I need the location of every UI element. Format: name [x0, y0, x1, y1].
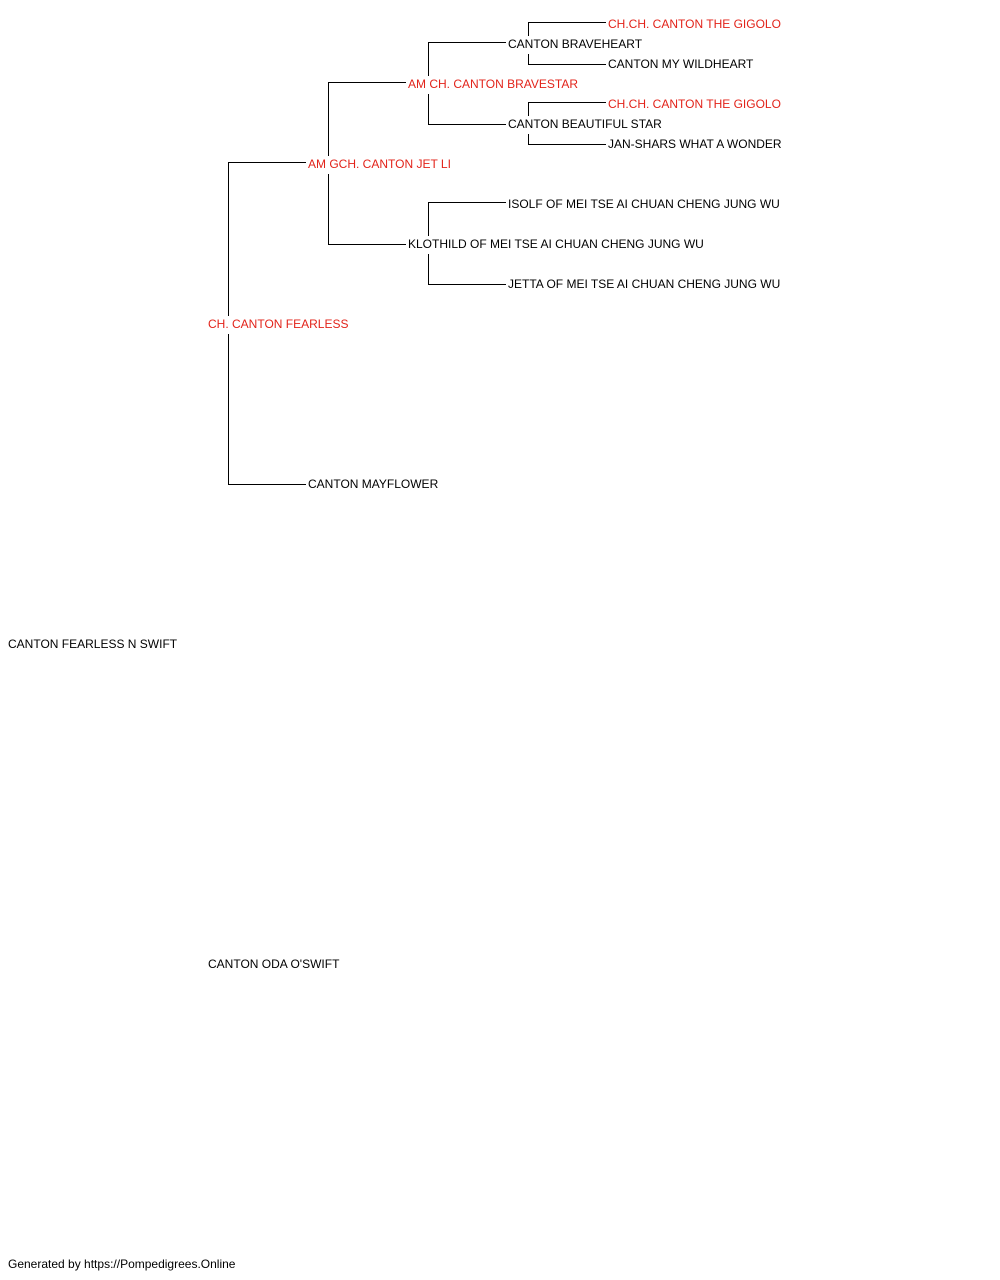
connector-fearless-to-jetli: [229, 163, 307, 317]
sire-dam: CANTON MAYFLOWER: [308, 477, 439, 491]
sire-sire-sire: AM CH. CANTON BRAVESTAR: [408, 77, 579, 91]
sire-sire-dam: KLOTHILD OF MEI TSE AI CHUAN CHENG JUNG WU: [408, 237, 704, 251]
connector-klothild-to-jetta: [429, 254, 507, 285]
connector-braveheart-to-gigolo: [529, 23, 607, 37]
bravestar-dam: CANTON BEAUTIFUL STAR: [508, 117, 662, 131]
subject-dog: CANTON FEARLESS N SWIFT: [8, 637, 178, 651]
bravestar-sire: CANTON BRAVEHEART: [508, 37, 643, 51]
connector-beautifulstar-to-wonder: [529, 134, 607, 145]
connector-jetli-to-bravestar: [329, 83, 407, 157]
klothild-sire: ISOLF OF MEI TSE AI CHUAN CHENG JUNG WU: [508, 197, 780, 211]
beautifulstar-sire: CH.CH. CANTON THE GIGOLO: [608, 97, 781, 111]
connector-bravestar-to-braveheart: [429, 43, 507, 77]
dam: CANTON ODA O'SWIFT: [208, 957, 340, 971]
footer-credit: Generated by https://Pompedigrees.Online: [8, 1257, 236, 1271]
sire-sire: AM GCH. CANTON JET LI: [308, 157, 451, 171]
connector-fearless-to-mayflower: [229, 334, 307, 485]
beautifulstar-dam: JAN-SHARS WHAT A WONDER: [608, 137, 782, 151]
sire: CH. CANTON FEARLESS: [208, 317, 349, 331]
klothild-dam: JETTA OF MEI TSE AI CHUAN CHENG JUNG WU: [508, 277, 781, 291]
connector-jetli-to-klothild: [329, 174, 407, 245]
braveheart-sire: CH.CH. CANTON THE GIGOLO: [608, 17, 781, 31]
connector-braveheart-to-wildheart: [529, 54, 607, 65]
connector-bravestar-to-beautifulstar: [429, 94, 507, 125]
connector-klothild-to-isolf: [429, 203, 507, 237]
braveheart-dam: CANTON MY WILDHEART: [608, 57, 754, 71]
connector-beautifulstar-to-gigolo: [529, 103, 607, 117]
